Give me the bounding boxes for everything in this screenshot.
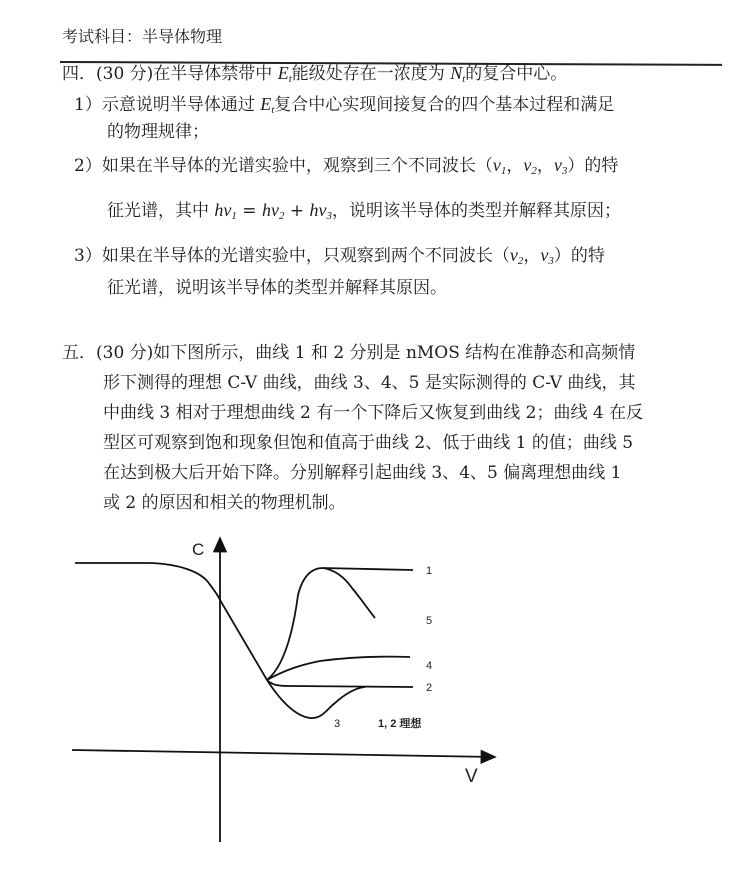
math-subscript: t: [271, 104, 275, 116]
text-segment: ，说明该半导体的类型并解释其原因；: [332, 201, 622, 221]
curve-label-2: 2: [426, 682, 433, 694]
math-base: ν: [553, 155, 562, 175]
curve-label-5: 5: [426, 615, 433, 627]
text-segment: ）的特: [553, 246, 605, 266]
curve-1: [267, 568, 413, 680]
math-subscript: 2: [517, 255, 524, 267]
common-accumulation-curve: [75, 563, 267, 680]
curve-label-3: 3: [334, 718, 341, 730]
x-axis: [72, 750, 495, 757]
text-segment: 征光谱，其中: [107, 201, 215, 221]
math-subscript: 2: [531, 165, 537, 177]
text-segment: 1）示意说明半导体通过: [74, 95, 261, 115]
text-segment: 复合中心实现间接复合的四个基本过程和满足: [274, 95, 615, 115]
curve-5: [323, 568, 375, 618]
text-segment: ）的特: [567, 156, 619, 176]
ideal-note: 1, 2 理想: [378, 718, 422, 730]
math-subscript: 2: [278, 210, 285, 222]
text-segment: ，: [506, 156, 524, 176]
curve-4: [267, 657, 410, 680]
curve-label-4: 4: [426, 660, 433, 672]
math-subscript: 3: [548, 255, 554, 267]
math-base: hν: [309, 200, 327, 220]
math-base: N: [450, 63, 463, 83]
math-subscript: t: [462, 73, 466, 85]
math-base: hν: [214, 200, 232, 220]
y-axis-label: C: [192, 540, 205, 559]
text-segment: 型区可观察到饱和现象但饱和值高于曲线 2、低于曲线 1 的值；曲线 5: [103, 433, 634, 453]
math-base: E: [260, 94, 272, 114]
text-segment: 形下测得的理想 C-V 曲线，曲线 3、4、5 是实际测得的 C-V 曲线，其: [103, 373, 636, 393]
text-segment: 的物理规律；: [107, 122, 209, 142]
math-base: ν: [540, 245, 549, 265]
text-segment: 或 2 的原因和相关的物理机制。: [103, 493, 346, 513]
text-segment: 3）如果在半导体的光谱实验中，只观察到两个不同波长（: [74, 246, 510, 266]
exam-subject-header: 考试科目：半导体物理: [62, 27, 223, 46]
math-base: ν: [509, 245, 518, 265]
math-subscript: 3: [561, 165, 568, 177]
x-axis-label: V: [465, 766, 478, 787]
curve-label-1: 1: [426, 565, 433, 577]
text-segment: ，: [536, 156, 554, 176]
text-segment: 2）如果在半导体的光谱实验中，观察到三个不同波长（: [74, 156, 493, 176]
math-base: ν: [492, 155, 501, 175]
text-segment: 五．(30 分)如下图所示，曲线 1 和 2 分别是 nMOS 结构在准静态和高频情: [62, 343, 636, 363]
math-subscript: 1: [500, 165, 507, 177]
text-segment: 中曲线 3 相对于理想曲线 2 有一个下降后又恢复到曲线 2；曲线 4 在反: [103, 403, 644, 423]
text-segment: 能级处存在一浓度为: [291, 64, 451, 84]
curve-2: [267, 680, 413, 687]
text-segment: 征光谱，说明该半导体的类型并解释其原因。: [107, 278, 447, 298]
text-segment: 在达到极大后开始下降。分别解释引起曲线 3、4、5 偏离理想曲线 1: [103, 463, 622, 483]
text-segment: =: [236, 201, 262, 221]
math-subscript: 1: [231, 210, 237, 222]
math-subscript: t: [288, 73, 292, 85]
text-segment: +: [284, 201, 310, 221]
math-base: E: [277, 63, 289, 83]
math-subscript: 3: [326, 210, 333, 222]
math-base: ν: [523, 155, 532, 175]
text-segment: 四．(30 分)在半导体禁带中: [62, 64, 278, 84]
text-segment: 的复合中心。: [465, 64, 568, 84]
text-segment: ，: [523, 246, 541, 266]
math-base: hν: [261, 200, 279, 220]
